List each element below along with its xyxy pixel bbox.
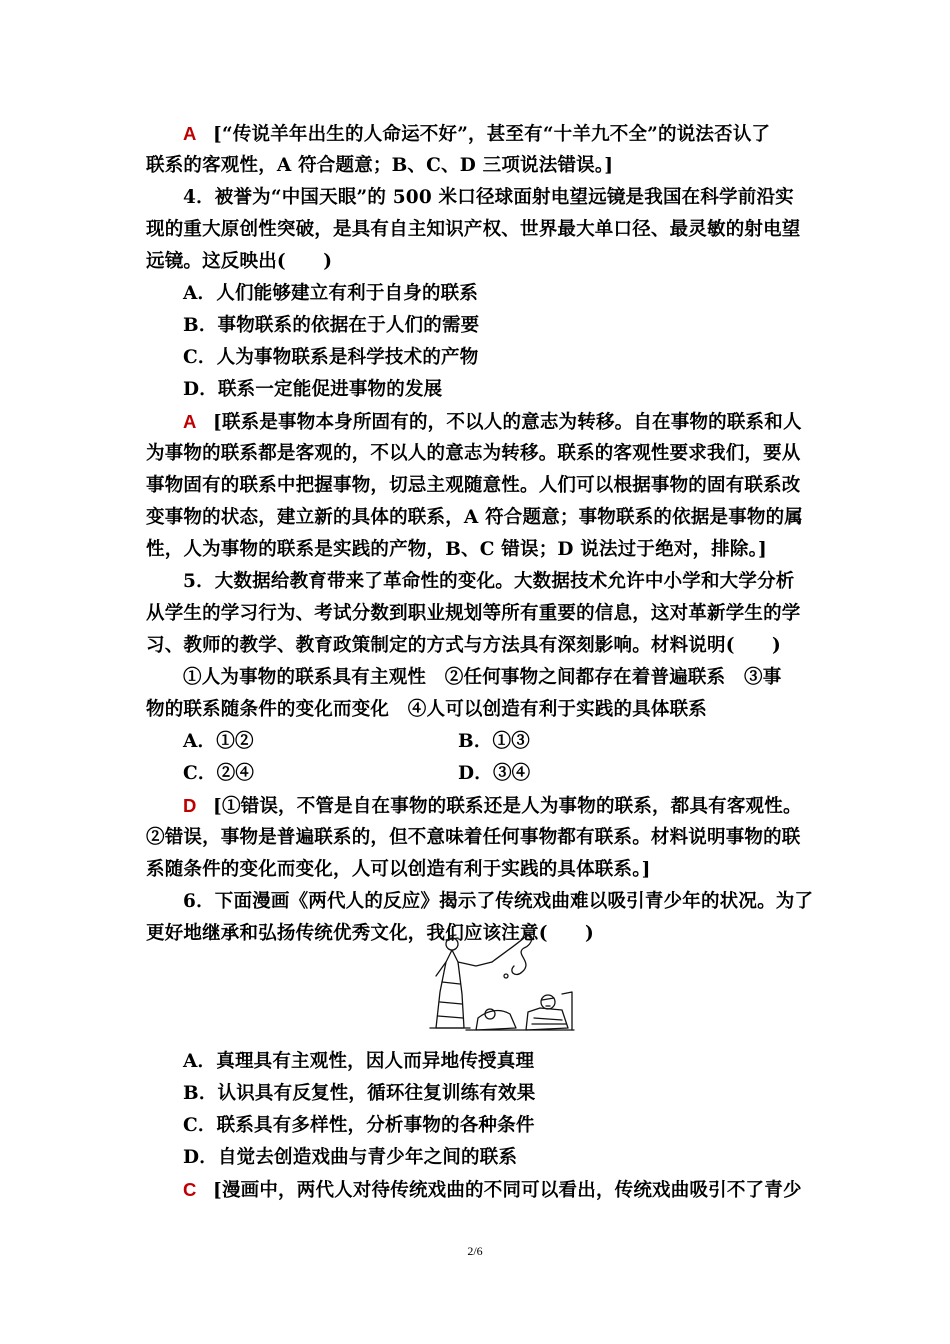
q4-option-a: A．人们能够建立有利于自身的联系	[183, 283, 479, 304]
q5-options-row-2	[183, 762, 808, 786]
q6-option-d: D．自觉去创造戏曲与青少年之间的联系	[183, 1147, 518, 1168]
q4-option-c: C．人为事物联系是科学技术的产物	[183, 347, 479, 368]
q5-explanation-text: [①错误，不管是自在事物的联系还是人为事物的联系，都具有客观性。	[213, 796, 802, 817]
q6-option-c: C．联系具有多样性，分析事物的各种条件	[183, 1115, 535, 1136]
q4-explanation-text: [联系是事物本身所固有的，不以人的意志为转移。自在事物的联系和人	[213, 412, 802, 433]
q4-explanation-line-5: 性，人为事物的联系是实践的产物，B、C 错误；D 说法过于绝对，排除。]	[146, 539, 767, 560]
q5-stem-line-3: 习、教师的教学、教育政策制定的方式与方法具有深刻影响。材料说明( )	[146, 635, 782, 656]
q4-answer-letter: A	[183, 411, 197, 432]
q4-option-b: B．事物联系的依据在于人们的需要	[183, 315, 480, 336]
q6-option-b: B．认识具有反复性，循环往复训练有效果	[183, 1083, 536, 1104]
q5-option-a: A．①②	[183, 731, 254, 752]
q5-explanation-line-2: ②错误，事物是普遍联系的，但不意味着任何事物都有联系。材料说明事物的联	[146, 827, 801, 848]
q6-explanation-text: [漫画中，两代人对待传统戏曲的不同可以看出，传统戏曲吸引不了青少	[213, 1180, 802, 1201]
q5-answer-letter: D	[183, 795, 197, 816]
ribbon-curve	[492, 935, 532, 974]
q5-explanation-line-1	[183, 794, 808, 819]
q6-explanation-line-1	[183, 1178, 808, 1203]
page-number: 2/6	[467, 1244, 483, 1258]
q3-answer-line-1	[183, 122, 808, 147]
q5-option-b: B．①③	[458, 731, 530, 752]
q4-option-d: D．联系一定能促进事物的发展	[183, 379, 443, 400]
q5-explanation-line-3: 系随条件的变化而变化，人可以创造有利于实践的具体联系。]	[146, 859, 651, 880]
q6-answer-letter: C	[183, 1179, 197, 1200]
q5-stem-line-2: 从学生的学习行为、考试分数到职业规划等所有重要的信息，这对革新学生的学	[146, 603, 801, 624]
q4-explanation-line-4: 变事物的状态，建立新的具体的联系，A 符合题意；事物联系的依据是事物的属	[146, 507, 803, 528]
q4-stem-line-2: 现的重大原创性突破，是具有自主知识产权、世界最大单口径、最灵敏的射电望	[146, 219, 801, 240]
elder-head	[541, 995, 555, 1009]
q5-stem-line-1: 5．大数据给教育带来了革命性的变化。大数据技术允许中小学和大学分析	[183, 571, 795, 592]
q5-option-c: C．②④	[183, 763, 255, 784]
q3-answer-text: [“传说羊年出生的人命运不好”，甚至有“十羊九不全”的说法否认了	[213, 124, 771, 145]
q5-statements-line-2: 物的联系随条件的变化而变化 ④人可以创造有利于实践的具体联系	[146, 699, 708, 720]
q3-answer-letter: A	[183, 123, 197, 144]
q4-stem-line-3: 远镜。这反映出( )	[146, 251, 333, 272]
q5-options-row-1	[183, 730, 808, 754]
q4-stem-line-1: 4．被誉为“中国天眼”的 500 米口径球面射电望远镜是我国在科学前沿实	[183, 187, 794, 208]
youth-body	[476, 1011, 516, 1030]
q4-explanation-line-3: 事物固有的联系中把握事物，切忌主观随意性。人们可以根据事物的固有联系改	[146, 475, 801, 496]
q4-explanation-line-2: 为事物的联系都是客观的，不以人的意志为转移。联系的客观性要求我们，要从	[146, 443, 801, 464]
q3-answer-line-2: 联系的客观性，A 符合题意；B、C、D 三项说法错误。]	[146, 155, 614, 176]
q6-stem-line-1: 6．下面漫画《两代人的反应》揭示了传统戏曲难以吸引青少年的状况。为了	[183, 891, 814, 912]
cartoon-image	[416, 932, 576, 1042]
q6-stem-line-2: 更好地继承和弘扬传统优秀文化，我们应该注意( )	[146, 923, 595, 944]
q5-statements-line-1: ①人为事物的联系具有主观性 ②任何事物之间都存在着普遍联系 ③事	[183, 667, 782, 688]
q6-option-a: A．真理具有主观性，因人而异地传授真理	[183, 1051, 535, 1072]
q4-explanation-line-1	[183, 410, 808, 435]
q5-option-d: D．③④	[458, 763, 531, 784]
